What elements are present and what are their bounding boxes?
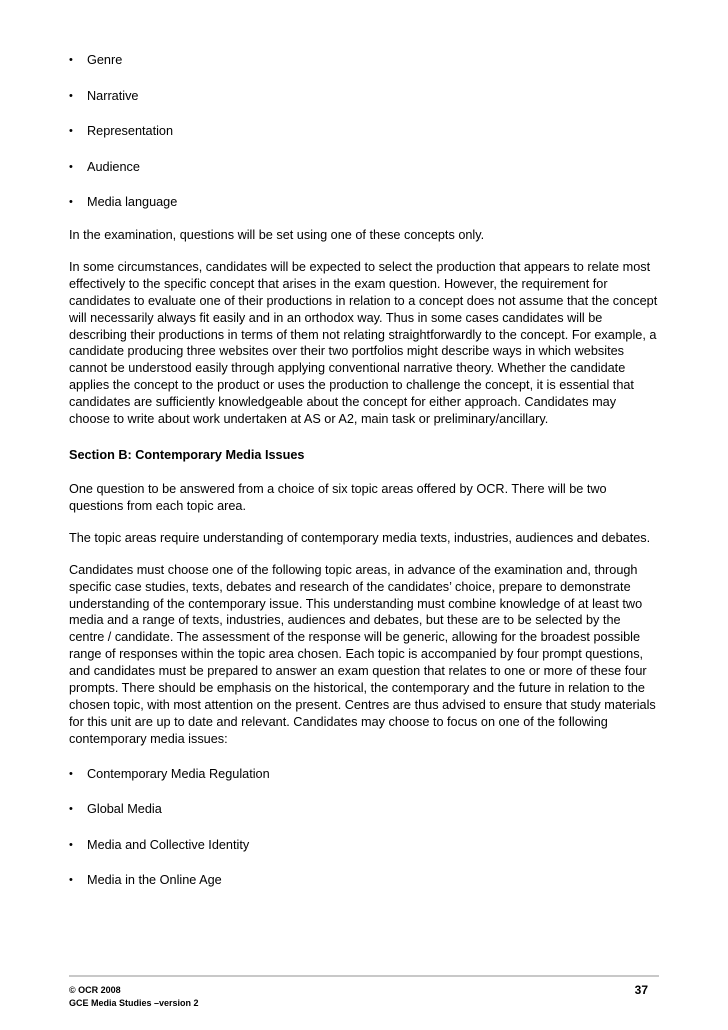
concept-genre: Genre <box>87 53 123 67</box>
list-item <box>69 837 659 853</box>
bullet-icon: • <box>69 838 73 851</box>
concept-audience: Audience <box>87 159 140 174</box>
exam-note-paragraph: In the examination, questions will be set using one of these concepts only. <box>69 228 485 242</box>
bullet-icon: • <box>69 160 73 173</box>
list-item <box>69 88 659 104</box>
issue-collective-identity: Media and Collective Identity <box>87 837 250 852</box>
list-item <box>69 159 659 175</box>
one-question-paragraph: One question to be answered from a choice of six topic areas offered by OCR. There will be two questions from each topic area. <box>69 481 607 513</box>
circumstances-paragraph: In some circumstances, candidates will be expected to select the production that appears to relate most effectively to the specific concept that arises in the exam question. However, the requirement for candidates to evaluate one of their productions in relation to a concept does not assume that the concept will necessarily always fit easily and in an orthodox way. Thus in some cases candidates will be describing their productions in terms of them not relating straightforwardly to the concept. For example, a candidate producing three websites over their two portfolios might describe ways in which websites cannot be understood easily through applying conventional narrative theory. Whether the candidate applies the concept to the product or uses the production to challenge the concept, it is essential that candidates are sufficiently knowledgeable about the concept for either approach. Candidates may choose to write about work undertaken at AS or A2, main task or preliminary/ancillary. <box>69 259 658 427</box>
section-b-heading: Section B: Contemporary Media Issues <box>69 447 305 462</box>
topic-areas-paragraph: The topic areas require understanding of contemporary media texts, industries, audiences and debates. <box>69 530 651 545</box>
footer-info <box>69 984 199 1010</box>
page-number: 37 <box>634 983 648 997</box>
list-item <box>69 123 659 139</box>
concept-narrative: Narrative <box>87 88 139 103</box>
list-item <box>69 766 659 782</box>
bullet-icon: • <box>69 767 73 780</box>
issue-regulation: Contemporary Media Regulation <box>87 766 270 781</box>
page-content <box>69 52 659 888</box>
bullet-icon: • <box>69 89 73 102</box>
list-item <box>69 52 659 68</box>
concept-representation: Representation <box>87 124 174 138</box>
bullet-icon: • <box>69 874 73 887</box>
list-item <box>69 872 659 888</box>
footer-copyright: © OCR 2008 <box>69 985 121 995</box>
footer-divider <box>69 975 659 977</box>
list-item <box>69 194 659 210</box>
candidates-must-paragraph: Candidates must choose one of the following topic areas, in advance of the examination and, through specific case studies, texts, debates and research of the candidates’ choice, prepare to demonstrate understanding of the contemporary issue. This understanding must combine knowledge of at least two media and a range of texts, industries, audiences and debates, but these are to be selected by the centre / candidate. The assessment of the response will be generic, allowing for the broadest possible range of responses within the topic area chosen. Each topic is accompanied by four prompt questions, and candidates must be prepared to answer an exam question that relates to one or more of these four prompts. There should be emphasis on the historical, the contemporary and the future in relation to the chosen topic, with most attention on the present. Centres are thus advised to ensure that study materials for this unit are up to date and relevant. Candidates may choose to focus on one of the following contemporary media issues: <box>69 562 656 746</box>
concept-list <box>69 52 659 210</box>
bullet-icon: • <box>69 803 73 816</box>
concept-media-language: Media language <box>87 195 178 209</box>
list-item <box>69 801 659 817</box>
footer-spec: GCE Media Studies –version 2 <box>69 998 199 1008</box>
bullet-icon: • <box>69 196 73 208</box>
issues-list <box>69 766 659 889</box>
bullet-icon: • <box>69 125 73 137</box>
bullet-icon: • <box>69 54 73 66</box>
issue-global-media: Global Media <box>87 802 162 817</box>
issue-online-age: Media in the Online Age <box>87 873 222 888</box>
